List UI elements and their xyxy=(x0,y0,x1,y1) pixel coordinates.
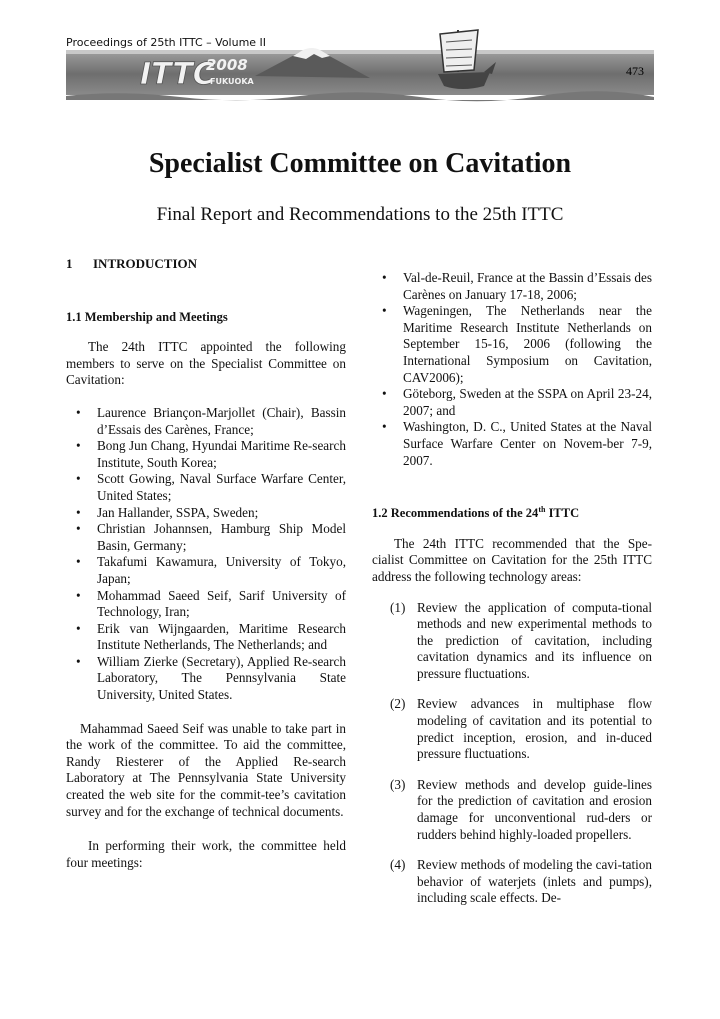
paragraph-appointed: The 24th ITTC appointed the following members to serve on the Specialist Committee on Cavitation: xyxy=(66,339,346,388)
conference-banner xyxy=(0,18,720,110)
list-item: • William Zierke (Secretary), Applied Re-search Laboratory, The Pennsylvania State University, United States. xyxy=(66,654,346,704)
item-number: (1) xyxy=(390,599,406,615)
page-number: 473 xyxy=(626,64,644,78)
list-item xyxy=(372,696,652,762)
list-item xyxy=(372,857,652,907)
list-item: • Wageningen, The Netherlands near the Maritime Research Institute Netherlands on September 15-16, 2006 (following the International Symposium on Cavitation, CAV2006); xyxy=(372,303,652,386)
subsection-title-pre: Recommendations of the 24 xyxy=(390,506,539,521)
members-list xyxy=(66,405,346,704)
section-number: 1 xyxy=(66,256,73,271)
subsection-heading-recommendations xyxy=(372,505,652,522)
page-subtitle: Final Report and Recommendations to the 25th ITTC xyxy=(156,204,564,225)
list-item: • Jan Hallander, SSPA, Sweden; xyxy=(66,505,346,522)
subsection-title: Membership and Meetings xyxy=(84,309,228,324)
subsection-number: 1.2 xyxy=(372,506,388,521)
logo-city: FUKUOKA xyxy=(210,77,254,86)
subsection-title-post: ITTC xyxy=(545,506,580,521)
item-number: (2) xyxy=(390,696,406,712)
right-column xyxy=(372,270,652,921)
subsection-heading-membership xyxy=(66,309,346,326)
paragraph-meetings: In performing their work, the committee held four meetings: xyxy=(66,838,346,870)
item-number: (3) xyxy=(390,776,406,792)
list-item: • Christian Johannsen, Hamburg Ship Model Basin, Germany; xyxy=(66,521,346,554)
logo-text: ITTC xyxy=(140,57,215,92)
page-title: Specialist Committee on Cavitation xyxy=(148,148,572,179)
logo-year: 2008 xyxy=(206,56,248,74)
list-item: • Bong Jun Chang, Hyundai Maritime Re-search Institute, South Korea; xyxy=(66,438,346,471)
meetings-list xyxy=(372,270,652,469)
item-text: Review the application of computa-tional methods and new experimental methods to the prediction of cavitation, including cavitation dynamics and its influence on pressure fluctuations. xyxy=(417,599,652,681)
list-item xyxy=(372,600,652,683)
recommendations-list xyxy=(372,600,652,908)
list-item: • Scott Gowing, Naval Surface Warfare Center, United States; xyxy=(66,471,346,504)
list-item: • Erik van Wijngaarden, Maritime Research Institute Netherlands, The Netherlands; and xyxy=(66,621,346,654)
list-item: • Val-de-Reuil, France at the Bassin d’Essais des Carènes on January 17-18, 2006; xyxy=(372,270,652,303)
list-item: • Mohammad Saeed Seif, Sarif University of Technology, Iran; xyxy=(66,588,346,621)
list-item: • Takafumi Kawamura, University of Tokyo, Japan; xyxy=(66,554,346,587)
running-head: Proceedings of 25th ITTC – Volume II xyxy=(66,36,267,49)
item-text: Review advances in multiphase flow modeling of cavitation and its potential to predict inception, erosion, and in-duced pressure fluctuations. xyxy=(417,696,652,762)
list-item: • Washington, D. C., United States at the Naval Surface Warfare Center on Novem-ber 7-9, 2007. xyxy=(372,419,652,469)
list-item: • Göteborg, Sweden at the SSPA on April 23-24, 2007; and xyxy=(372,386,652,419)
section-heading-introduction xyxy=(66,256,346,273)
subsection-title-sup: th xyxy=(538,504,546,514)
section-title: INTRODUCTION xyxy=(93,256,198,271)
paragraph-recommended: The 24th ITTC recommended that the Spe-cialist Committee on Cavitation for the 25th ITTC address the following technology areas: xyxy=(372,535,652,584)
item-number: (4) xyxy=(390,857,406,873)
paragraph-seif: Mahammad Saeed Seif was unable to take part in the work of the committee. To aid the committee, Randy Riesterer of the Applied Re-search Laboratory at The Pennsylvania State University created the web site for the commit-tee’s cavitation survey and for the exchange of technical documents. xyxy=(66,720,346,819)
list-item: • Laurence Briançon-Marjollet (Chair), Bassin d’Essais des Carènes, France; xyxy=(66,405,346,438)
item-text: Review methods and develop guide-lines for the prediction of cavitation and erosion damage for unconventional rud-ders or rudders behind highly-loaded propellers. xyxy=(417,776,652,842)
subsection-number: 1.1 xyxy=(66,309,82,324)
list-item xyxy=(372,777,652,843)
item-text: Review methods of modeling the cavi-tation behavior of waterjets (inlets and pumps), including scale effects. De- xyxy=(417,857,652,906)
left-column xyxy=(66,256,346,871)
